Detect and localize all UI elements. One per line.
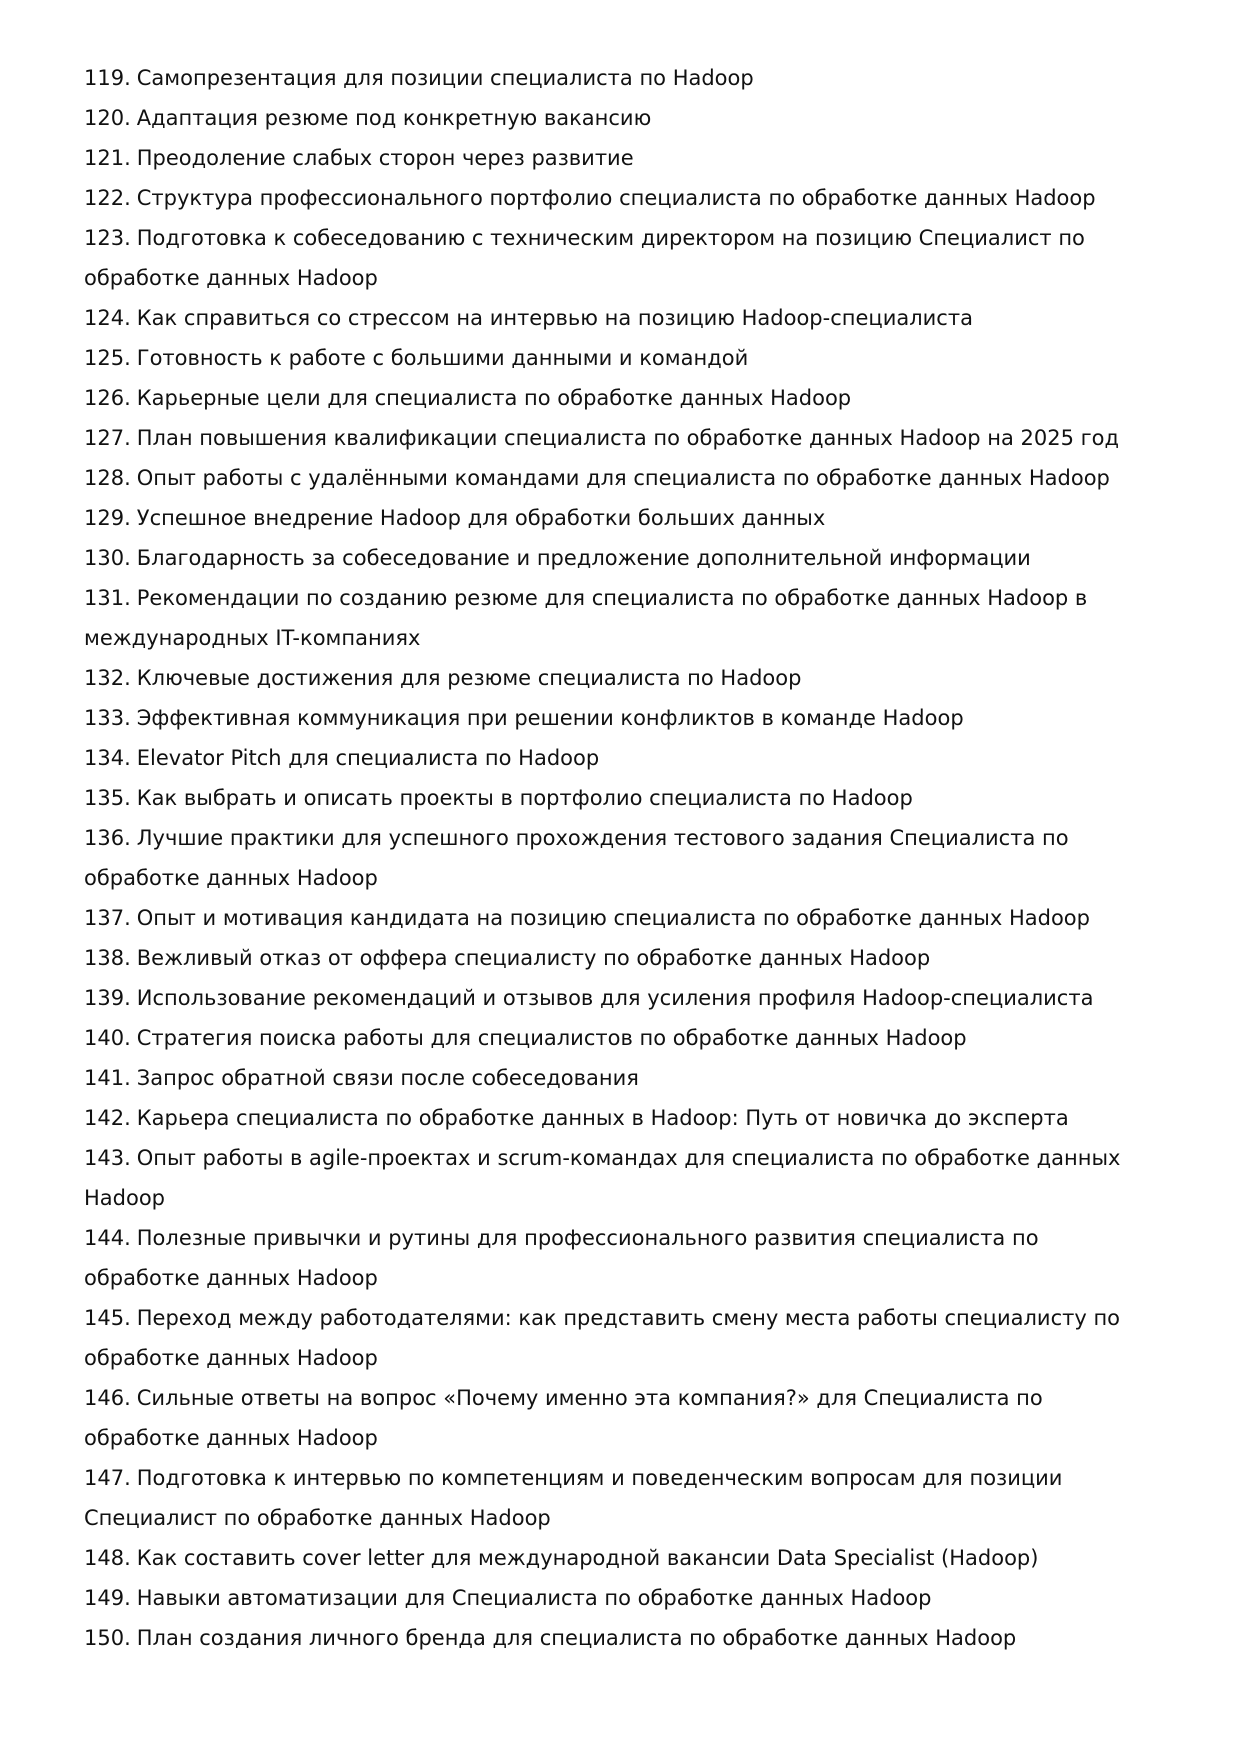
list-item-number: 139.	[84, 986, 131, 1010]
list-item	[84, 458, 1159, 498]
list-item-number: 124.	[84, 306, 131, 330]
topic-list	[84, 58, 1159, 1658]
list-item-text: Подготовка к собеседованию с техническим директором на позицию Специалист по обработке данных Hadoop	[84, 226, 1085, 290]
list-item	[84, 738, 1159, 778]
list-item-number: 143.	[84, 1146, 131, 1170]
list-item-text: Опыт и мотивация кандидата на позицию специалиста по обработке данных Hadoop	[136, 906, 1090, 930]
list-item-text: Лучшие практики для успешного прохождения тестового задания Специалиста по обработке данных Hadoop	[84, 826, 1069, 890]
list-item-text: Стратегия поиска работы для специалистов по обработке данных Hadoop	[136, 1026, 967, 1050]
list-item-text: Успешное внедрение Hadoop для обработки больших данных	[136, 506, 826, 530]
list-item-number: 149.	[84, 1586, 131, 1610]
list-item-number: 141.	[84, 1066, 131, 1090]
list-item	[84, 498, 1159, 538]
list-item	[84, 578, 1159, 658]
list-item-text: Полезные привычки и рутины для профессионального развития специалиста по обработке данных Hadoop	[84, 1226, 1039, 1290]
list-item-text: Опыт работы в agile-проектах и scrum-командах для специалиста по обработке данных Hadoop	[84, 1146, 1121, 1210]
list-item	[84, 1578, 1159, 1618]
list-item	[84, 218, 1159, 298]
list-item	[84, 778, 1159, 818]
list-item-text: Как выбрать и описать проекты в портфолио специалиста по Hadoop	[136, 786, 913, 810]
list-item-number: 135.	[84, 786, 131, 810]
list-item-number: 140.	[84, 1026, 131, 1050]
list-item-number: 121.	[84, 146, 131, 170]
list-item	[84, 298, 1159, 338]
list-item-number: 133.	[84, 706, 131, 730]
list-item	[84, 378, 1159, 418]
list-item	[84, 1058, 1159, 1098]
list-item	[84, 978, 1159, 1018]
list-item-number: 128.	[84, 466, 131, 490]
list-item	[84, 698, 1159, 738]
list-item-text: Благодарность за собеседование и предложение дополнительной информации	[136, 546, 1031, 570]
list-item-text: Адаптация резюме под конкретную вакансию	[136, 106, 652, 130]
list-item-text: Карьера специалиста по обработке данных в Hadoop: Путь от новичка до эксперта	[136, 1106, 1069, 1130]
list-item	[84, 938, 1159, 978]
list-item-number: 138.	[84, 946, 131, 970]
list-item-text: План создания личного бренда для специалиста по обработке данных Hadoop	[136, 1626, 1017, 1650]
list-item-number: 144.	[84, 1226, 131, 1250]
list-item	[84, 58, 1159, 98]
list-item-text: Переход между работодателями: как представить смену места работы специалисту по обработке данных Hadoop	[84, 1306, 1121, 1370]
list-item	[84, 658, 1159, 698]
list-item-text: Рекомендации по созданию резюме для специалиста по обработке данных Hadoop в международных IT-компаниях	[84, 586, 1088, 650]
list-item	[84, 1458, 1159, 1538]
list-item-number: 145.	[84, 1306, 131, 1330]
list-item	[84, 98, 1159, 138]
list-item	[84, 1018, 1159, 1058]
list-item-number: 123.	[84, 226, 131, 250]
list-item-text: Ключевые достижения для резюме специалиста по Hadoop	[136, 666, 802, 690]
list-item-number: 130.	[84, 546, 131, 570]
list-item-text: Навыки автоматизации для Специалиста по обработке данных Hadoop	[136, 1586, 932, 1610]
list-item-text: План повышения квалификации специалиста по обработке данных Hadoop на 2025 год	[136, 426, 1120, 450]
list-item-text: Elevator Pitch для специалиста по Hadoop	[136, 746, 600, 770]
list-item	[84, 178, 1159, 218]
list-item-number: 136.	[84, 826, 131, 850]
list-item-number: 150.	[84, 1626, 131, 1650]
list-item-text: Использование рекомендаций и отзывов для усиления профиля Hadoop-специалиста	[136, 986, 1094, 1010]
list-item-number: 119.	[84, 66, 131, 90]
list-item	[84, 338, 1159, 378]
list-item	[84, 898, 1159, 938]
list-item-text: Самопрезентация для позиции специалиста по Hadoop	[136, 66, 754, 90]
list-item-number: 142.	[84, 1106, 131, 1130]
list-item-number: 146.	[84, 1386, 131, 1410]
list-item-text: Подготовка к интервью по компетенциям и поведенческим вопросам для позиции Специалист по обработке данных Hadoop	[84, 1466, 1063, 1530]
list-item-text: Как составить cover letter для международной вакансии Data Specialist (Hadoop)	[136, 1546, 1039, 1570]
list-item-number: 134.	[84, 746, 131, 770]
list-item-text: Структура профессионального портфолио специалиста по обработке данных Hadoop	[136, 186, 1096, 210]
list-item-text: Карьерные цели для специалиста по обработке данных Hadoop	[136, 386, 852, 410]
list-item-text: Вежливый отказ от оффера специалисту по обработке данных Hadoop	[136, 946, 931, 970]
list-item-number: 147.	[84, 1466, 131, 1490]
list-item	[84, 1618, 1159, 1658]
list-item-number: 122.	[84, 186, 131, 210]
list-item	[84, 538, 1159, 578]
list-item-text: Готовность к работе с большими данными и командой	[136, 346, 749, 370]
list-item	[84, 1378, 1159, 1458]
list-item-number: 137.	[84, 906, 131, 930]
list-item-text: Как справиться со стрессом на интервью на позицию Hadoop-специалиста	[136, 306, 973, 330]
list-item-text: Сильные ответы на вопрос «Почему именно эта компания?» для Специалиста по обработке данных Hadoop	[84, 1386, 1043, 1450]
list-item-number: 127.	[84, 426, 131, 450]
list-item-number: 148.	[84, 1546, 131, 1570]
list-item	[84, 1098, 1159, 1138]
list-item-number: 120.	[84, 106, 131, 130]
list-item	[84, 1298, 1159, 1378]
list-item-text: Эффективная коммуникация при решении конфликтов в команде Hadoop	[136, 706, 964, 730]
list-item-number: 131.	[84, 586, 131, 610]
list-item	[84, 138, 1159, 178]
list-item-number: 132.	[84, 666, 131, 690]
list-item	[84, 418, 1159, 458]
list-item-number: 126.	[84, 386, 131, 410]
list-item-text: Запрос обратной связи после собеседования	[136, 1066, 639, 1090]
list-item	[84, 818, 1159, 898]
list-item	[84, 1138, 1159, 1218]
list-item-number: 129.	[84, 506, 131, 530]
list-item	[84, 1538, 1159, 1578]
list-item	[84, 1218, 1159, 1298]
list-item-text: Опыт работы с удалёнными командами для специалиста по обработке данных Hadoop	[136, 466, 1110, 490]
list-item-text: Преодоление слабых сторон через развитие	[136, 146, 634, 170]
list-item-number: 125.	[84, 346, 131, 370]
